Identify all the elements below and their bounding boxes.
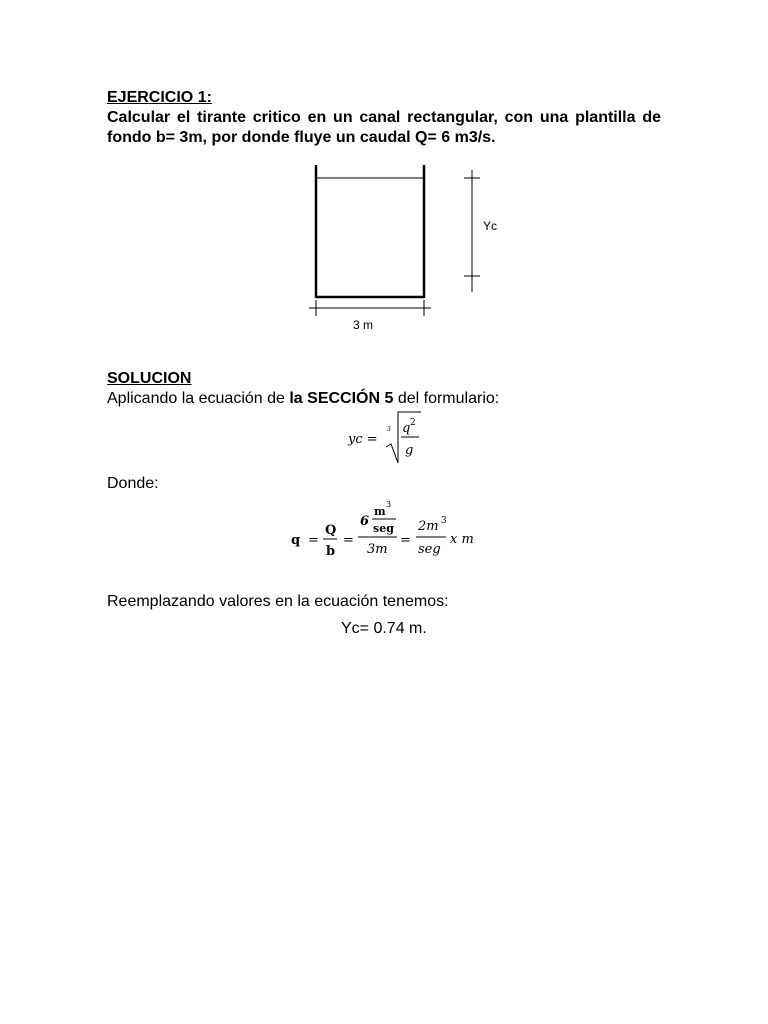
intro-prefix: Aplicando la ecuación de — [107, 390, 290, 407]
depth-label: Yc — [483, 219, 498, 233]
formula-yc-den: g — [405, 443, 414, 458]
formula-q-two-m-exp: 3 — [441, 516, 447, 526]
replace-text: Reemplazando valores en la ecuación tenemos: — [107, 593, 449, 610]
exercise-title: EJERCICIO 1: — [107, 89, 212, 106]
formula-yc-num-exp: 2 — [410, 418, 416, 428]
formula-q-b: b — [326, 544, 336, 559]
formula-q-seg: seg — [373, 522, 394, 535]
formula-q-eq1: = — [308, 533, 319, 548]
exercise-statement: Calcular el tirante critico en un canal rectangular, con una plantilla de fondo b= 3m, por donde fluye un caudal Q= 6 m3/s. — [107, 109, 661, 146]
formula-q-eq2: = — [343, 533, 354, 548]
formula-q-two-m: 2m — [418, 519, 439, 534]
width-label: 3 m — [353, 318, 374, 332]
formula-q-eq3: = — [400, 533, 411, 548]
intro-bold: la SECCIÓN 5 — [289, 390, 394, 407]
result-value: Yc= 0.74 m. — [341, 620, 427, 637]
solution-title: SOLUCION — [107, 370, 192, 387]
formula-q-m3-exp: 3 — [386, 500, 392, 509]
formula-q-lhs: q — [291, 533, 301, 548]
formula-yc-num: q — [402, 421, 411, 436]
where-label: Donde: — [107, 475, 159, 492]
formula-q-m3: m — [374, 505, 386, 518]
formula-q-seg2: seg — [418, 542, 441, 557]
formula-yc-lhs: yc = — [348, 432, 378, 447]
formula-q-tail: x m — [450, 532, 474, 547]
formula-q-six: 6 — [360, 514, 370, 529]
formula-q-three-m: 3m — [367, 542, 388, 557]
intro-suffix: del formulario: — [393, 390, 500, 407]
formula-q-Q: Q — [325, 523, 337, 538]
formula-yc-root-index: 3 — [387, 426, 391, 433]
